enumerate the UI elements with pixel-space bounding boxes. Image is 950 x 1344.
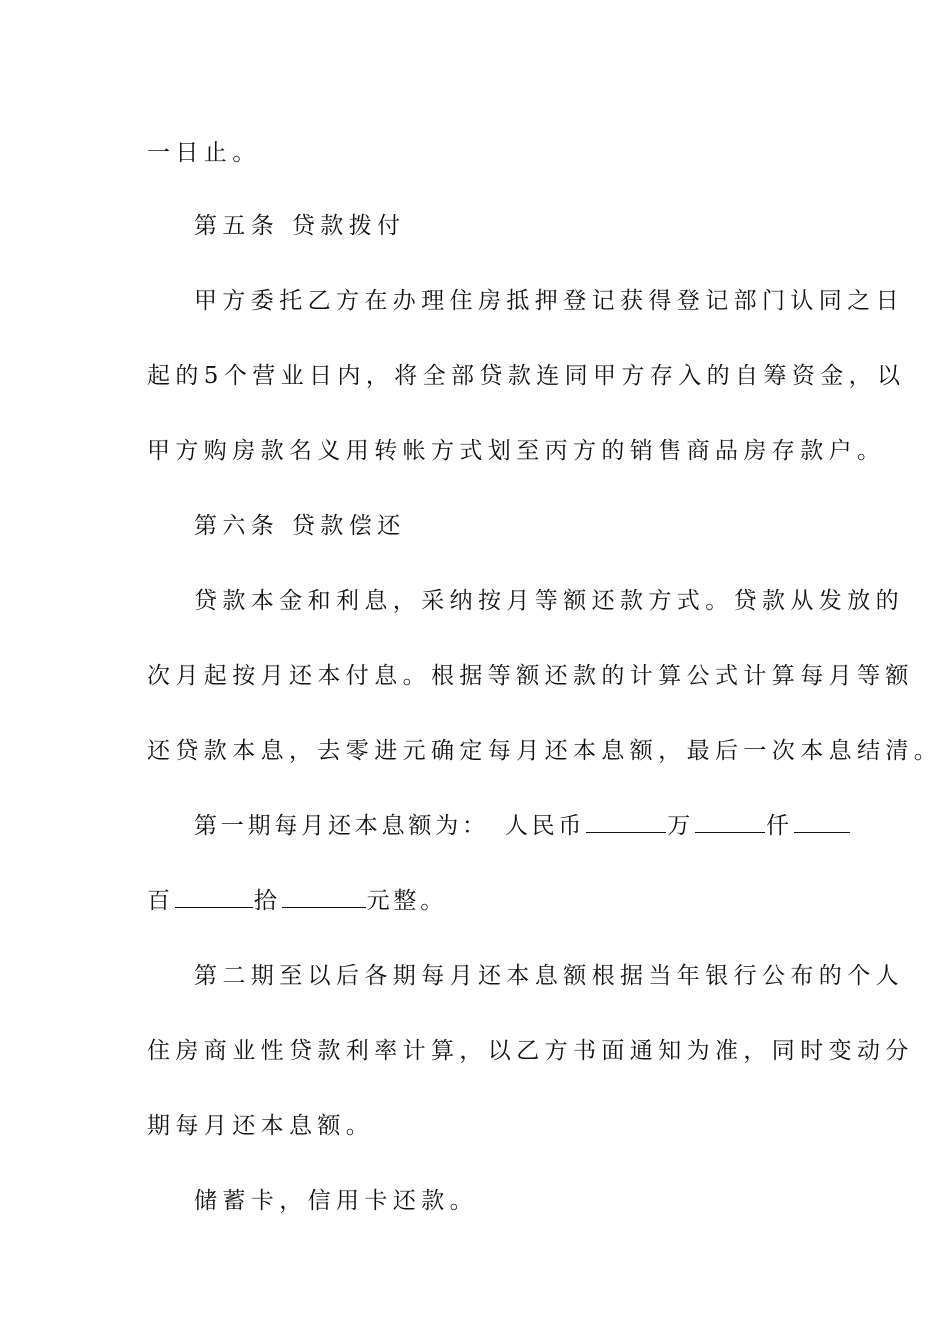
unit-qian: 仟 [766, 813, 793, 839]
blank-shi [282, 887, 366, 908]
blank-bai-lead [794, 812, 850, 833]
text-line: 住房商业性贷款利率计算，以乙方书面通知为准，同时变动分 [147, 1038, 914, 1064]
text-line: 甲方委托乙方在办理住房抵押登记获得登记部门认同之日 [194, 288, 904, 314]
first-payment-line [194, 811, 874, 841]
blank-bai [175, 887, 253, 908]
first-payment-label: 第一期每月还本息额为： [194, 813, 489, 839]
article-6-heading: 第六条 贷款偿还 [194, 513, 406, 539]
text-line: 还贷款本息，去零进元确定每月还本息额，最后一次本息结清。 [147, 738, 943, 764]
yuan-suffix: 元整。 [366, 888, 448, 914]
text-line: 起的5个营业日内，将全部贷款连同甲方存入的自筹资金，以 [147, 363, 906, 389]
text-line: 一日止。 [147, 140, 261, 166]
text-line: 期每月还本息额。 [147, 1113, 375, 1139]
unit-shi: 拾 [253, 888, 281, 914]
text-line: 储蓄卡，信用卡还款。 [194, 1188, 478, 1214]
unit-wan: 万 [667, 813, 695, 839]
article-5-heading: 第五条 贷款拨付 [194, 213, 406, 239]
currency-label: 人民币 [504, 813, 586, 839]
text-line: 贷款本金和利息，采纳按月等额还款方式。贷款从发放的 [194, 588, 904, 614]
unit-bai: 百 [147, 888, 174, 914]
blank-wan [586, 812, 666, 833]
first-payment-continued [147, 886, 827, 916]
text-line: 第二期至以后各期每月还本息额根据当年银行公布的个人 [194, 963, 904, 989]
text-line: 次月起按月还本付息。根据等额还款的计算公式计算每月等额 [147, 663, 914, 689]
blank-qian [695, 812, 765, 833]
text-line: 甲方购房款名义用转帐方式划至丙方的销售商品房存款户。 [147, 438, 886, 464]
